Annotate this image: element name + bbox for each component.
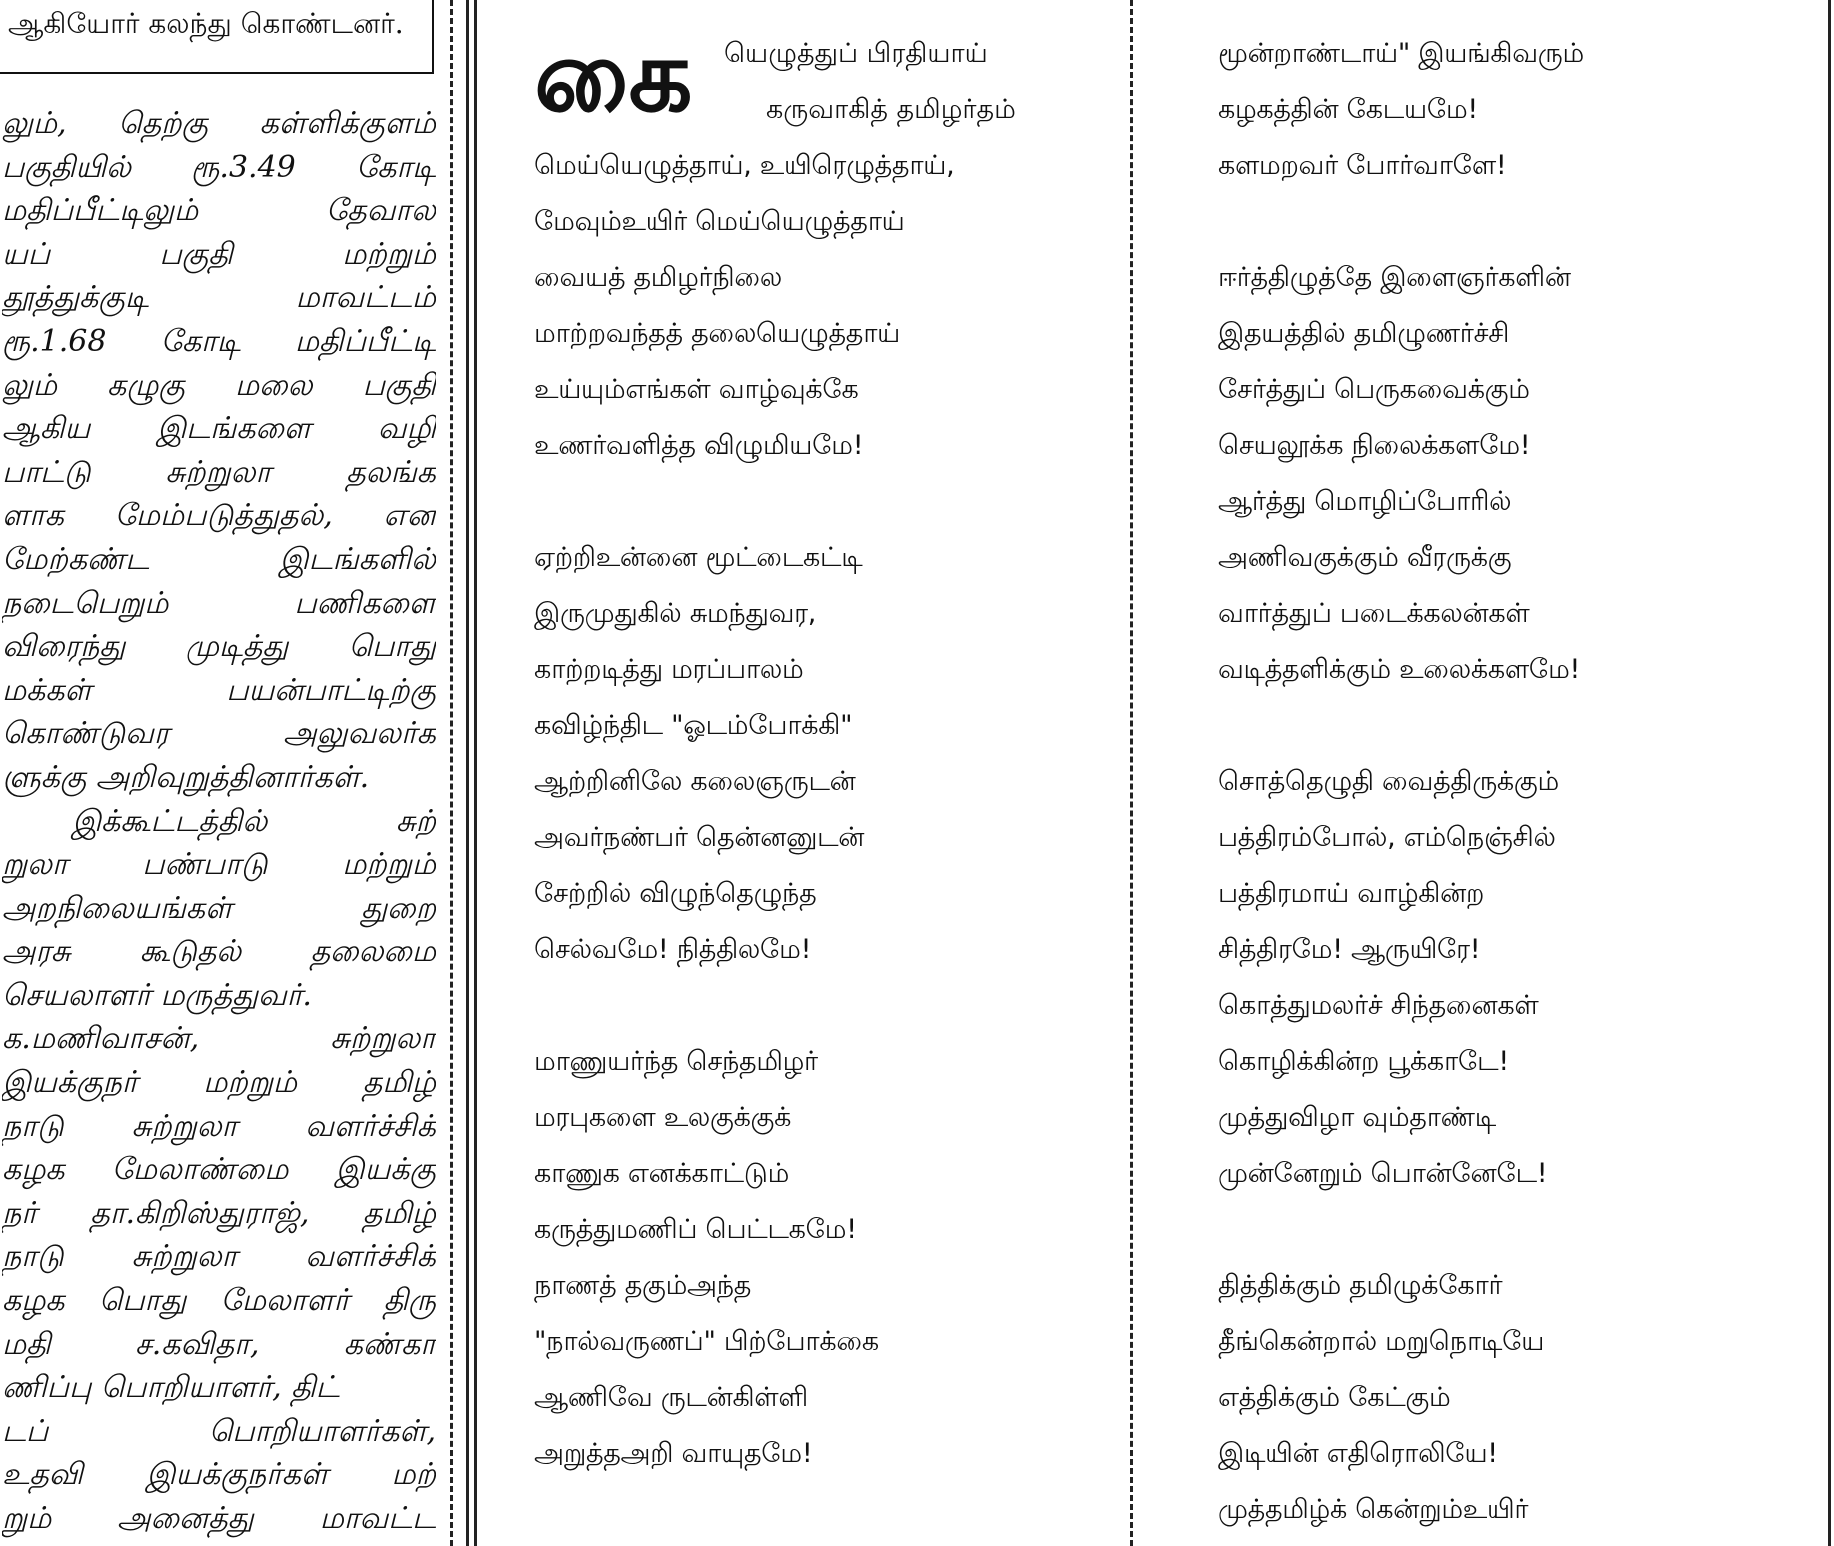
news-line: லும், தெற்கு கள்ளிக்குளம்	[2, 106, 436, 141]
news-article-column	[2, 102, 436, 1541]
poem-line: ஈர்த்திழுத்தே இளைஞர்களின்	[1218, 262, 1571, 293]
column-divider-dashed-middle	[1130, 0, 1133, 1546]
poem-line: ஆணிவே ருடன்கிள்ளி	[534, 1382, 808, 1413]
poem-line: எத்திக்கும் கேட்கும்	[1218, 1382, 1451, 1413]
poem-line: நாணத் தகும்அந்த	[534, 1270, 752, 1301]
news-line: ளாக மேம்படுத்துதல், என	[2, 498, 436, 534]
news-line: இக்கூட்டத்தில் சுற்	[72, 803, 436, 839]
poem-line: சொத்தெழுதி வைத்திருக்கும்	[1218, 766, 1559, 797]
news-line: ளுக்கு அறிவுறுத்தினார்கள்.	[2, 759, 370, 795]
news-line: செயலாளர் மருத்துவர்.	[2, 977, 312, 1013]
news-line: மக்கள் பயன்பாட்டிற்கு	[2, 672, 436, 708]
poem-opening	[534, 17, 1094, 138]
news-line: ரூ.1.68 கோடி மதிப்பீட்டி	[2, 323, 436, 359]
news-line: கொண்டுவர அலுவலர்க	[2, 716, 436, 752]
poem-line: உணர்வளித்த விழுமியமே!	[534, 430, 864, 461]
news-line: பாட்டு சுற்றுலா தலங்க	[2, 454, 436, 490]
news-line: ஆகிய இடங்களை வழி	[2, 411, 436, 447]
stanza-gap	[534, 978, 1094, 1034]
news-line: நாடு சுற்றுலா வளர்ச்சிக்	[2, 1239, 436, 1275]
poem-line: வார்த்துப் படைக்கலன்கள்	[1218, 598, 1530, 629]
poem-line: கருத்துமணிப் பெட்டகமே!	[534, 1214, 857, 1245]
stanza-gap	[1218, 194, 1798, 250]
news-line: விரைந்து முடித்து பொது	[2, 629, 436, 665]
poem-line: அறுத்தஅறி வாயுதமே!	[534, 1438, 813, 1469]
poem-line: முத்தமிழ்க் கென்றும்உயிர்	[1218, 1494, 1529, 1525]
news-line: அறநிலையங்கள் துறை	[2, 890, 436, 926]
poem-line: செல்வமே! நித்திலமே!	[534, 934, 812, 965]
poem-line: சேர்த்துப் பெருகவைக்கும்	[1218, 374, 1530, 405]
poem-line: தீங்கென்றால் மறுநொடியே	[1218, 1326, 1545, 1357]
poem-line: மேவும்உயிர் மெய்யெழுத்தாய்	[534, 206, 905, 237]
poem-line: கொழிக்கின்ற பூக்காடே!	[1218, 1046, 1509, 1077]
poem-line: காற்றடித்து மரப்பாலம்	[534, 654, 804, 685]
news-line: தூத்துக்குடி மாவட்டம்	[2, 280, 436, 316]
poem-line: முன்னேறும் பொன்னேடே!	[1218, 1158, 1548, 1189]
news-caption-text: ஆகியோர் கலந்து கொண்டனர்.	[8, 7, 404, 40]
news-line: ணிப்பு பொறியாளர், திட்	[2, 1370, 340, 1406]
poem-line: சித்திரமே! ஆருயிரே!	[1218, 934, 1481, 965]
news-line: க.மணிவாசன், சுற்றுலா	[2, 1021, 436, 1057]
poem-line: கழகத்தின் கேடயமே!	[1218, 94, 1478, 125]
poem-line: ஆர்த்து மொழிப்போரில்	[1218, 486, 1512, 517]
news-line: நாடு சுற்றுலா வளர்ச்சிக்	[2, 1108, 436, 1144]
poem-line: அணிவகுக்கும் வீரருக்கு	[1218, 542, 1512, 573]
news-line: யப் பகுதி மற்றும்	[2, 236, 436, 272]
poem-line: முத்துவிழா வும்தாண்டி	[1218, 1102, 1496, 1133]
news-line: மதிப்பீட்டிலும் தேவால	[2, 193, 436, 229]
news-line: றும் அனைத்து மாவட்ட	[2, 1501, 436, 1536]
poem-line: செயலூக்க நிலைக்களமே!	[1218, 430, 1531, 461]
poem-line: சேற்றில் விழுந்தெழுந்த	[534, 878, 817, 909]
column-divider-solid-right	[1828, 0, 1831, 1546]
poem-line: வையத் தமிழர்நிலை	[534, 262, 783, 293]
news-line: கழக பொது மேலாளர் திரு	[2, 1283, 436, 1319]
news-line: இயக்குநர் மற்றும் தமிழ்	[2, 1065, 436, 1101]
poem-column-middle	[534, 17, 1094, 1482]
news-line: உதவி இயக்குநர்கள் மற்	[2, 1457, 436, 1493]
column-divider-solid-left-2	[474, 0, 477, 1546]
news-line: அரசு கூடுதல் தலைமை	[2, 934, 436, 970]
poem-column-right	[1218, 26, 1798, 1538]
poem-line: பத்திரமாய் வாழ்கின்ற	[1218, 878, 1485, 909]
news-line: லும் கழுகு மலை பகுதி	[2, 367, 436, 403]
poem-line: மாணுயர்ந்த செந்தமிழர்	[534, 1046, 818, 1077]
poem-line: ஏற்றிஉன்னை மூட்டைகட்டி	[534, 542, 863, 573]
poem-line: இருமுதுகில் சுமந்துவர,	[534, 598, 817, 629]
poem-line: வடித்தளிக்கும் உலைக்களமே!	[1218, 654, 1581, 685]
column-divider-dashed-left	[450, 0, 453, 1546]
cut-off-bottom-lines	[0, 1516, 1834, 1546]
poem-line: இதயத்தில் தமிழுணர்ச்சி	[1218, 318, 1510, 349]
news-line: நடைபெறும் பணிகளை	[2, 585, 436, 621]
stanza-gap	[534, 474, 1094, 530]
poem-line: தித்திக்கும் தமிழுக்கோர்	[1218, 1270, 1503, 1301]
news-line: மதி ச.கவிதா, கண்கா	[2, 1326, 436, 1362]
poem-line: பத்திரம்போல், எம்நெஞ்சில்	[1218, 822, 1556, 853]
poem-line: உய்யும்எங்கள் வாழ்வுக்கே	[534, 374, 859, 405]
poem-line: கவிழ்ந்திட "ஓடம்போக்கி"	[534, 710, 853, 741]
poem-middle-stanzas	[534, 138, 1094, 1482]
news-line: றுலா பண்பாடு மற்றும்	[2, 847, 436, 883]
poem-line: காணுக எனக்காட்டும்	[534, 1158, 790, 1189]
poem-line: யெழுத்துப் பிரதியாய்	[724, 38, 988, 69]
poem-line: மூன்றாண்டாய்" இயங்கிவரும்	[1218, 38, 1584, 69]
stanza-gap	[1218, 698, 1798, 754]
poem-line: அவர்நண்பர் தென்னனுடன்	[534, 822, 865, 853]
news-line: பகுதியில் ரூ.3.49 கோடி	[2, 149, 436, 185]
poem-line: ஆற்றினிலே கலைஞருடன்	[534, 766, 856, 797]
poem-line: "நால்வருணப்" பிற்போக்கை	[534, 1326, 879, 1357]
stanza-gap	[1218, 1202, 1798, 1258]
poem-line: களமறவர் போர்வாளே!	[1218, 150, 1507, 181]
news-caption-box	[0, 0, 434, 74]
news-line: மேற்கண்ட இடங்களில்	[2, 541, 436, 577]
poem-line: மரபுகளை உலகுக்குக்	[534, 1102, 792, 1133]
poem-line: மெய்யெழுத்தாய், உயிரெழுத்தாய்,	[534, 150, 955, 181]
poem-line: மாற்றவந்தத் தலையெழுத்தாய்	[534, 318, 900, 349]
news-line: நர் தா.கிறிஸ்துராஜ், தமிழ்	[2, 1195, 436, 1231]
column-divider-solid-left	[466, 0, 469, 1546]
drop-cap: கை	[534, 17, 693, 134]
poem-line: கொத்துமலர்ச் சிந்தனைகள்	[1218, 990, 1539, 1021]
news-line: கழக மேலாண்மை இயக்கு	[2, 1152, 436, 1188]
poem-line: கருவாகித் தமிழர்தம்	[766, 94, 1016, 125]
poem-line: இடியின் எதிரொலியே!	[1218, 1438, 1498, 1469]
news-line: டப் பொறியாளர்கள்,	[2, 1413, 436, 1449]
